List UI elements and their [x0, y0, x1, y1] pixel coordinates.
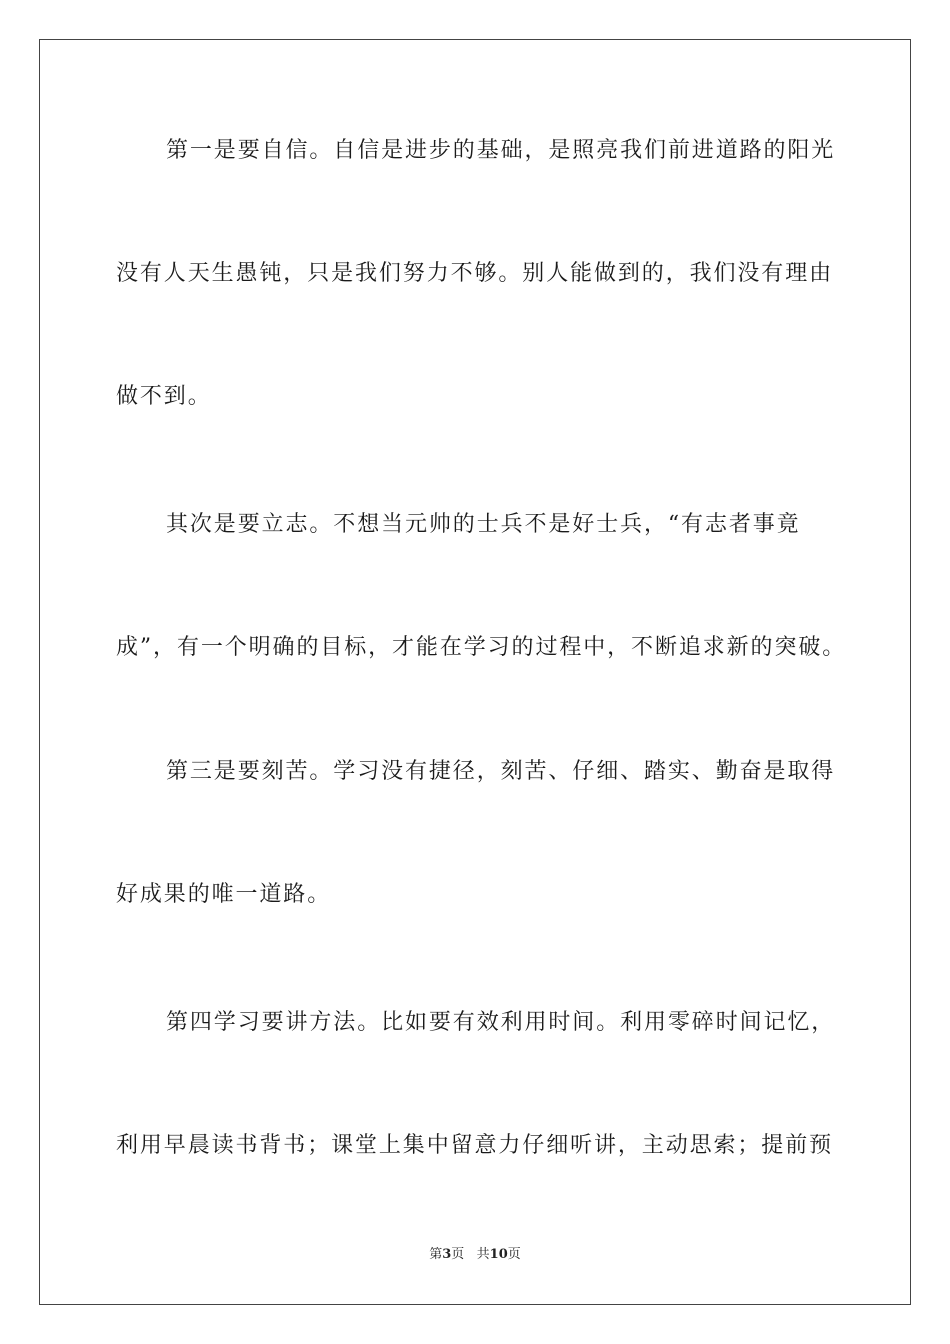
total-page-number: 10 — [489, 1247, 508, 1262]
footer-suffix: 页 — [507, 1247, 521, 1262]
page-frame — [39, 39, 911, 1305]
text-line: 利用早晨读书背书；课堂上集中留意力仔细听讲，主动思索；提前预 — [116, 1133, 834, 1158]
text-line: 第四学习要讲方法。比如要有效利用时间。利用零碎时间记忆， — [166, 1010, 836, 1035]
footer-mid: 页 共 — [451, 1247, 490, 1262]
text-line: 好成果的唯一道路。 — [116, 882, 332, 907]
text-line: 做不到。 — [116, 384, 212, 409]
text-line: 第三是要刻苦。学习没有捷径，刻苦、仔细、踏实、勤奋是取得 — [166, 759, 836, 784]
text-line: 成”，有一个明确的目标，才能在学习的过程中，不断追求新的突破。 — [116, 635, 847, 660]
current-page-number: 3 — [442, 1247, 452, 1262]
text-line: 第一是要自信。自信是进步的基础，是照亮我们前进道路的阳光 — [166, 138, 836, 163]
text-line: 没有人天生愚钝，只是我们努力不够。别人能做到的，我们没有理由 — [116, 261, 834, 286]
footer-prefix: 第 — [429, 1247, 443, 1262]
text-line: 其次是要立志。不想当元帅的士兵不是好士兵，“有志者事竟 — [166, 512, 801, 537]
page-footer — [0, 1246, 950, 1264]
